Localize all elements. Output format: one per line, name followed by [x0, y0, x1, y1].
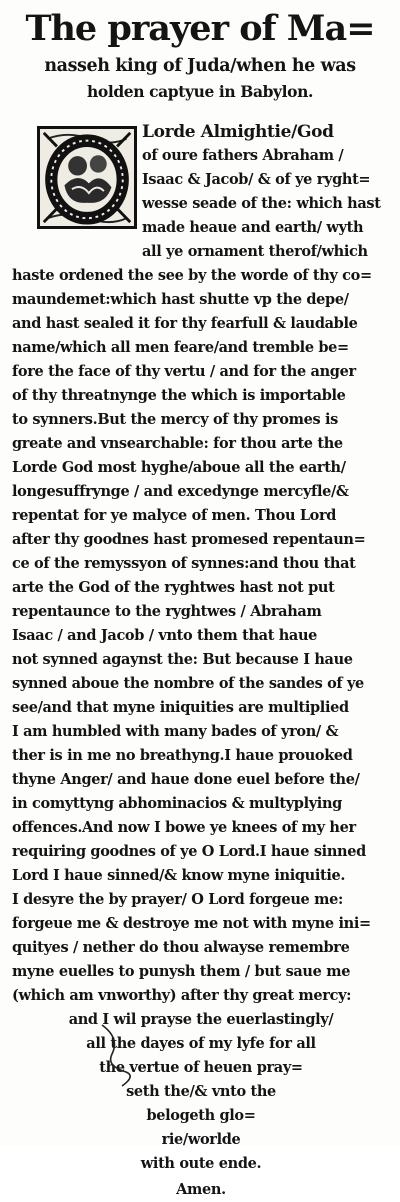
- text-line: Lorde Almightie/God: [142, 122, 334, 142]
- text-line: myne euelles to punysh them / but saue me: [12, 963, 351, 980]
- text-line: in comyttyng abhominacios & multyplying: [12, 795, 342, 812]
- text-line: Lorde God most hyghe/aboue all the earth/: [12, 459, 346, 476]
- text-line: and hast sealed it for thy fearfull & laudable: [12, 315, 358, 332]
- text-line: haste ordened the see by the worde of thy co=: [12, 267, 372, 284]
- text-line: all the dayes of my lyfe for all: [86, 1035, 316, 1052]
- document-subtitle: nasseh king of Juda/when he was: [44, 56, 356, 76]
- text-line: repentaunce to the ryghtwes / Abraham: [12, 603, 322, 620]
- text-line: name/which all men feare/and tremble be=: [12, 339, 349, 356]
- text-line: belogeth glo=: [146, 1107, 256, 1124]
- text-line: to synners.But the mercy of thy promes is: [12, 411, 338, 428]
- text-line: Isaac & Jacob/ & of ye ryght=: [142, 171, 371, 188]
- text-line: longesuffrynge / and excedynge mercyfle/&: [12, 483, 349, 500]
- text-line: all ye ornament therof/which: [142, 243, 368, 260]
- text-line: fore the face of thy vertu / and for the anger: [12, 363, 356, 380]
- document-subtitle-2: holden captyue in Babylon.: [87, 82, 313, 101]
- text-line: offences.And now I bowe ye knees of my her: [12, 819, 356, 836]
- text-line: (which am vnworthy) after thy great mercy:: [12, 987, 352, 1004]
- text-line: not synned agaynst the: But because I haue: [12, 651, 353, 668]
- text-line: of thy threatnynge the which is importable: [12, 387, 346, 404]
- text-line: and I wil prayse the euerlastingly/: [68, 1011, 334, 1028]
- text-line: seth the/& vnto the: [126, 1083, 276, 1100]
- text-line: see/and that myne iniquities are multiplied: [12, 699, 349, 716]
- text-line: quityes / nether do thou alwayse remembre: [12, 939, 350, 956]
- text-line: I desyre the by prayer/ O Lord forgeue me:: [12, 891, 343, 908]
- text-line: Lord I haue sinned/& know myne iniquitie.: [12, 867, 346, 884]
- text-line: made heaue and earth/ wyth: [142, 219, 364, 236]
- closing-amen: Amen.: [176, 1181, 226, 1198]
- text-line: of oure fathers Abraham /: [142, 147, 344, 164]
- text-line: repentat for ye malyce of men. Thou Lord: [12, 507, 337, 524]
- text-line: synned aboue the nombre of the sandes of ye: [12, 675, 364, 692]
- text-line: forgeue me & destroye me not with myne ini=: [12, 915, 371, 932]
- text-line: I am humbled with many bades of yron/ &: [12, 723, 339, 740]
- text-line: greate and vnsearchable: for thou arte the: [12, 435, 343, 452]
- decorated-initial-illustration: [40, 129, 134, 226]
- text-line: arte the God of the ryghtwes hast not put: [12, 579, 335, 596]
- text-line: the vertue of heuen pray=: [99, 1059, 303, 1076]
- text-line: ther is in me no breathyng.I haue prouoked: [12, 747, 353, 764]
- text-line: after thy goodnes hast promesed repentaun=: [12, 531, 366, 548]
- text-line: rie/worlde: [161, 1131, 241, 1148]
- decorated-initial-o: [37, 126, 137, 229]
- text-line: wesse seade of the: which hast: [142, 195, 381, 212]
- text-line: Isaac / and Jacob / vnto them that haue: [12, 627, 318, 644]
- text-line: thyne Anger/ and haue done euel before the/: [12, 771, 360, 788]
- document-title: The prayer of Ma=: [25, 8, 375, 49]
- ink-flourish: [92, 1020, 152, 1090]
- text-line: with oute ende.: [140, 1155, 262, 1172]
- text-line: maundemet:which hast shutte vp the depe/: [12, 291, 349, 308]
- text-line: ce of the remyssyon of synnes:and thou that: [12, 555, 356, 572]
- text-line: requiring goodnes of ye O Lord.I haue sinned: [12, 843, 366, 860]
